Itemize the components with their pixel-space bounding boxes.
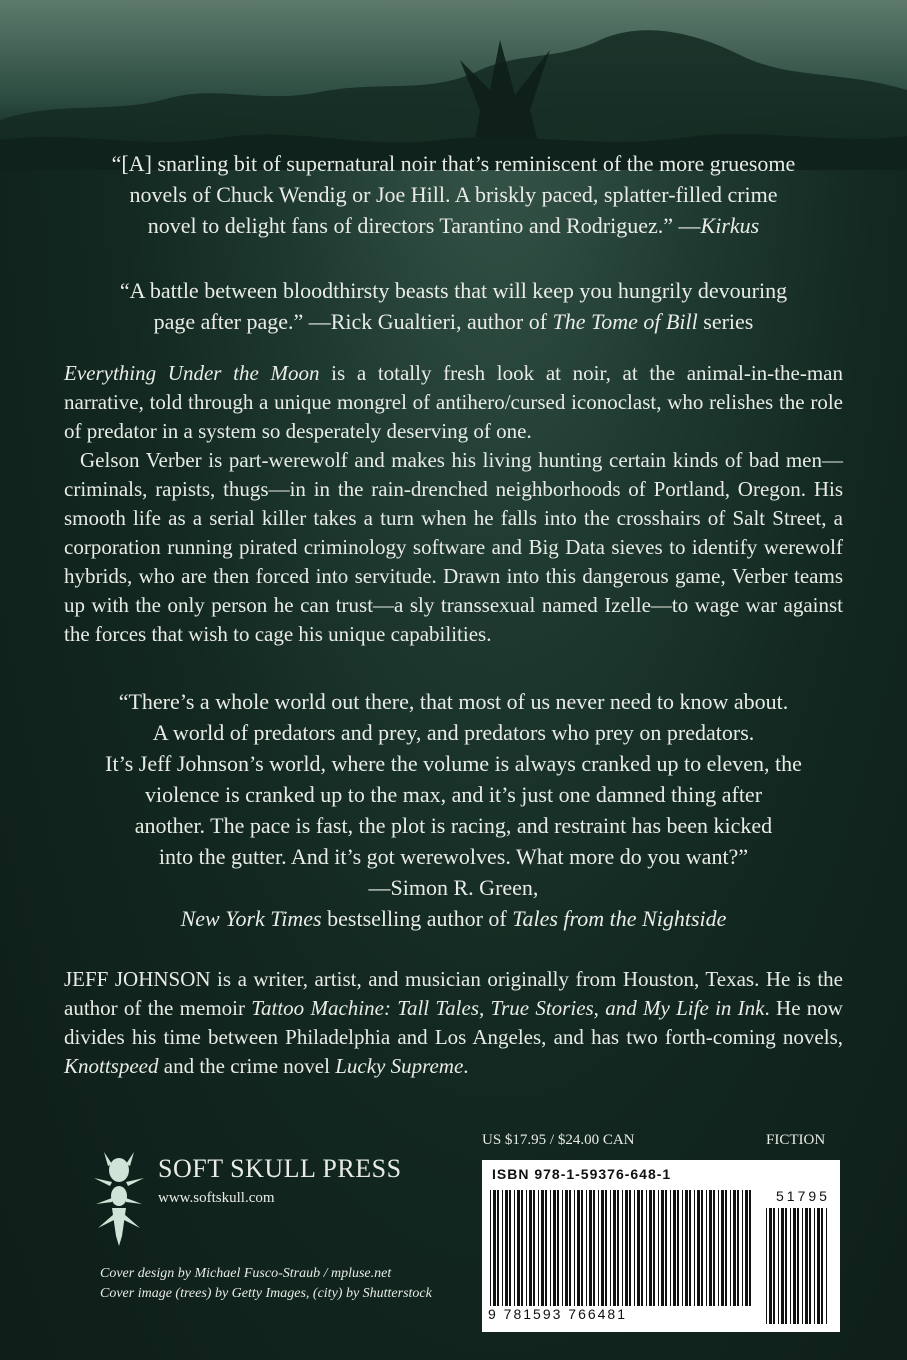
synopsis-paragraph-1 <box>64 359 843 446</box>
barcode-bar <box>790 1208 791 1324</box>
novel-title: Knottspeed <box>64 1054 159 1078</box>
barcode-bar <box>649 1190 652 1306</box>
barcode-bar <box>773 1208 775 1324</box>
barcode-bar <box>821 1208 823 1324</box>
barcode-bar <box>781 1208 784 1324</box>
nyt-label: New York Times <box>180 906 322 931</box>
green-attribution-name: —Simon R. Green, <box>368 875 539 900</box>
barcode-bar <box>730 1190 731 1306</box>
barcode-bar <box>526 1190 527 1306</box>
barcode-bar <box>665 1190 667 1306</box>
barcode-bar <box>493 1190 496 1306</box>
gualtieri-quote-line: “A battle between bloodthirsty beasts that will keep you hungrily devouring <box>119 278 788 303</box>
barcode-bar <box>565 1190 568 1306</box>
barcode-bar <box>497 1190 499 1306</box>
barcode-bar <box>586 1190 587 1306</box>
credit-line: Cover image (trees) by Getty Images, (city) by Shutterstock <box>100 1286 432 1301</box>
barcode-bar <box>749 1190 751 1306</box>
barcode-bar <box>581 1190 583 1306</box>
publisher-url[interactable]: www.softskull.com <box>158 1190 275 1206</box>
barcode-bar <box>725 1190 727 1306</box>
green-quote-line: another. The pace is fast, the plot is racing, and restraint has been kicked <box>134 813 773 838</box>
genre-label: FICTION <box>766 1132 826 1148</box>
barcode-bar <box>697 1190 700 1306</box>
barcode-bar <box>541 1190 544 1306</box>
barcode-bar <box>569 1190 571 1306</box>
barcode-bar <box>785 1208 787 1324</box>
green-quote-line: into the gutter. And it’s got werewolves. What more do you want?” <box>158 844 749 869</box>
barcode-bar <box>673 1190 676 1306</box>
barcode-bar <box>670 1190 671 1306</box>
barcode-bar <box>557 1190 559 1306</box>
barcode-bar <box>685 1190 688 1306</box>
price-code: 51795 <box>776 1188 830 1204</box>
barcode-bar <box>601 1190 604 1306</box>
barcode-bar <box>713 1190 715 1306</box>
barcode-bar <box>521 1190 523 1306</box>
cover-credits <box>100 1264 432 1304</box>
barcode-bar <box>766 1208 767 1324</box>
barcode-bar <box>805 1208 808 1324</box>
publisher-name: SOFT SKULL PRESS <box>158 1154 402 1183</box>
barcode-bar <box>701 1190 703 1306</box>
barcode-bar <box>661 1190 664 1306</box>
nightside-title: Tales from the Nightside <box>512 906 727 931</box>
barcode-bar <box>733 1190 736 1306</box>
gualtieri-quote-text: page after page.” —Rick Gualtieri, author of <box>153 309 553 334</box>
barcode-bar <box>589 1190 592 1306</box>
kirkus-quote-line: novels of Chuck Wendig or Joe Hill. A briskly paced, splatter-filled crime <box>129 182 778 207</box>
barcode-bar <box>682 1190 683 1306</box>
barcode-bar <box>514 1190 515 1306</box>
barcode-bar <box>778 1208 779 1324</box>
ean-digits: 9 781593 766481 <box>488 1306 627 1322</box>
barcode-bar <box>797 1208 799 1324</box>
gualtieri-quote <box>64 275 843 337</box>
barcode-bar <box>533 1190 535 1306</box>
barcode-bar <box>605 1190 607 1306</box>
barcode-bar <box>593 1190 595 1306</box>
barcode-bar <box>718 1190 719 1306</box>
barcode-bar <box>529 1190 532 1306</box>
novel-title: Lucky Supreme <box>335 1054 464 1078</box>
barcode-bar <box>802 1208 803 1324</box>
barcode-bar <box>577 1190 580 1306</box>
synopsis <box>64 359 843 649</box>
barcode-bar <box>742 1190 743 1306</box>
tree-silhouette-image <box>0 0 907 170</box>
barcode-bar <box>745 1190 748 1306</box>
barcode-bar <box>637 1190 640 1306</box>
barcode-bar <box>490 1190 491 1306</box>
barcode-bar <box>793 1208 796 1324</box>
barcode-bar <box>646 1190 647 1306</box>
barcode-bar <box>826 1208 827 1324</box>
green-quote-line: “There’s a whole world out there, that most of us never need to know about. <box>118 689 789 714</box>
barcode-bar <box>809 1208 811 1324</box>
addon-barcode-bars <box>766 1208 830 1324</box>
barcode-bar <box>689 1190 691 1306</box>
tome-of-bill-title: The Tome of Bill <box>552 309 698 334</box>
barcode-bar <box>617 1190 619 1306</box>
barcode-bar <box>505 1190 508 1306</box>
barcode-bar <box>653 1190 655 1306</box>
bio-text: . <box>463 1054 469 1078</box>
gualtieri-quote-suffix: series <box>697 309 754 334</box>
barcode-bar <box>629 1190 631 1306</box>
barcode-bar <box>622 1190 623 1306</box>
bio-text: JEFF JOHNSON is a writer, artist, and musician originally from Houston, Texas. He is the author of the memoir <box>64 967 843 1020</box>
barcode-bar <box>737 1190 739 1306</box>
publisher-logo <box>90 1148 420 1248</box>
barcode-bar <box>625 1190 628 1306</box>
barcode-bar <box>509 1190 511 1306</box>
barcode-bar <box>550 1190 551 1306</box>
barcode-bar <box>634 1190 635 1306</box>
barcode-bar <box>721 1190 724 1306</box>
barcode <box>482 1160 840 1332</box>
green-quote-line: It’s Jeff Johnson’s world, where the volume is always cranked up to eleven, the <box>105 751 802 776</box>
bio-text: . He now divides his time between Philadelphia and Los Angeles, and has two forth-coming novels, <box>64 996 843 1049</box>
barcode-bar <box>677 1190 679 1306</box>
barcode-bar <box>706 1190 707 1306</box>
credit-line: Cover design by Michael Fusco-Straub / mpluse.net <box>100 1266 392 1281</box>
green-quote-line: A world of predators and prey, and predators who prey on predators. <box>152 720 755 745</box>
barcode-bar <box>694 1190 695 1306</box>
green-quote <box>64 686 843 934</box>
price-label: US $17.95 / $24.00 CAN <box>482 1132 635 1148</box>
kirkus-quote-line: novel to delight fans of directors Tarantino and Rodriguez.” — <box>147 213 701 238</box>
author-bio <box>64 965 843 1081</box>
kirkus-quote <box>64 148 843 241</box>
synopsis-paragraph-2: Gelson Verber is part-werewolf and makes his living hunting certain kinds of bad men—criminals, rapists, thugs—in in the rain-drenched neighborhoods of Portland, Oregon. His smooth life as a serial killer takes a turn when he falls into the crosshairs of Salt Street, a corporation running pirated criminology software and Big Data sieves to identify werewolf hybrids, who are then forced into servitude. Drawn into this dangerous game, Verber teams up with the only person he can trust—a sly transsexual named Izelle—to wage war against the forces that wish to cage his unique capabilities. <box>64 448 843 646</box>
book-title: Everything Under the Moon <box>64 361 320 385</box>
barcode-bar <box>769 1208 772 1324</box>
barcode-bar <box>538 1190 539 1306</box>
barcode-bar <box>641 1190 643 1306</box>
barcode-bar <box>610 1190 611 1306</box>
barcode-bar <box>574 1190 575 1306</box>
bio-text: and the crime novel <box>158 1054 336 1078</box>
barcode-bar <box>814 1208 815 1324</box>
soft-skull-emblem-icon <box>90 1148 148 1248</box>
barcode-bar <box>613 1190 616 1306</box>
green-quote-line: violence is cranked up to the max, and it’s just one damned thing after <box>144 782 763 807</box>
barcode-bar <box>553 1190 556 1306</box>
barcode-bar <box>502 1190 503 1306</box>
kirkus-source: Kirkus <box>700 213 760 238</box>
barcode-bar <box>817 1208 820 1324</box>
barcode-bar <box>598 1190 599 1306</box>
barcode-bar <box>517 1190 520 1306</box>
kirkus-quote-line: “[A] snarling bit of supernatural noir that’s reminiscent of the more gruesome <box>111 151 796 176</box>
barcode-bar <box>709 1190 712 1306</box>
ean-barcode-bars <box>490 1190 752 1306</box>
green-attribution-text: bestselling author of <box>321 906 513 931</box>
barcode-bar <box>545 1190 547 1306</box>
isbn-label: ISBN 978-1-59376-648-1 <box>492 1166 672 1182</box>
barcode-bar <box>658 1190 659 1306</box>
memoir-title: Tattoo Machine: Tall Tales, True Stories, and My Life in Ink <box>251 996 765 1020</box>
barcode-bar <box>562 1190 563 1306</box>
synopsis-p1-text: is a totally fresh look at noir, at the animal-in-the-man narrative, told through a unique mongrel of antihero/cursed iconoclast, who relishes the role of predator in a system so desperately deserving of one. <box>64 361 843 443</box>
